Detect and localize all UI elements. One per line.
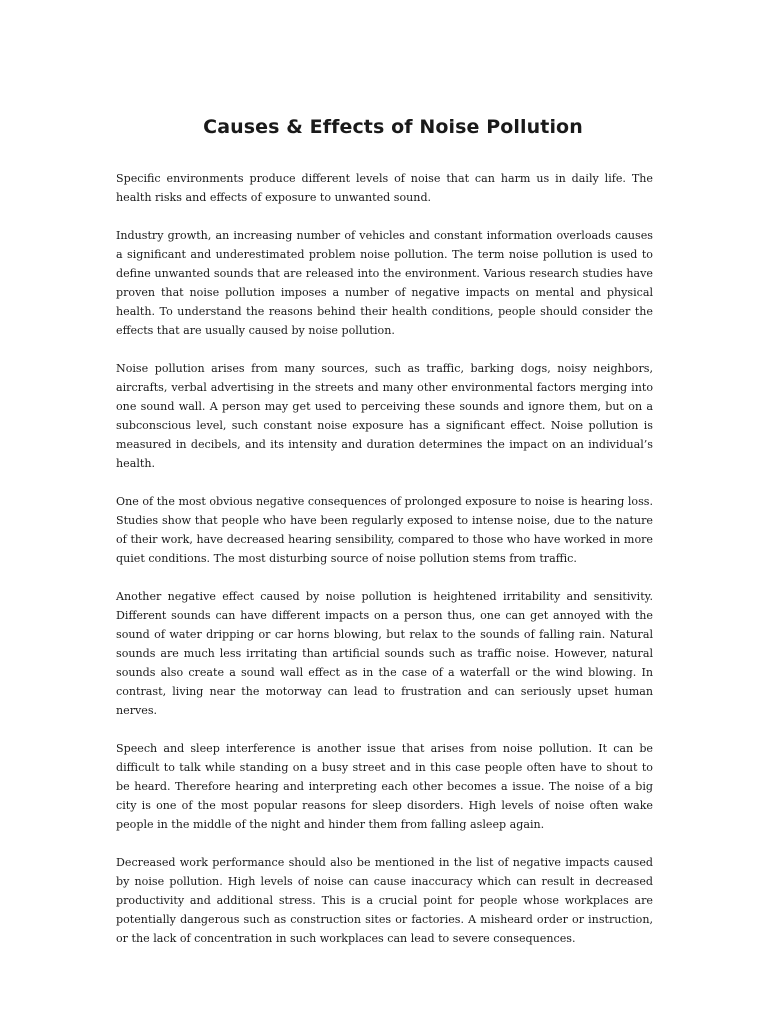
paragraph-intro: Specific environments produce different levels of noise that can harm us in daily life. The health risks and effects of exposure to unwanted sound. — [116, 172, 653, 204]
paragraph-hearing-loss: One of the most obvious negative consequences of prolonged exposure to noise is hearing loss. Studies show that people who have been regularly exposed to intense noise, due to the nature of their work, have decreased hearing sensibility, compared to those who have worked in more quiet conditions. The most disturbing source of noise pollution stems from traffic. — [116, 495, 653, 565]
paragraph-noise-sources: Noise pollution arises from many sources, such as traffic, barking dogs, noisy neighbors, aircrafts, verbal advertising in the streets and many other environmental factors merging into one sound wall. A person may get used to perceiving these sounds and ignore them, but on a subconscious level, such constant noise exposure has a significant effect. Noise pollution is measured in decibels, and its intensity and duration determines the impact on an individual’s health. — [116, 362, 653, 470]
paragraph-speech-sleep: Speech and sleep interference is another issue that arises from noise pollution. It can be difficult to talk while standing on a busy street and in this case people often have to shout to be heard. Therefore hearing and interpreting each other becomes a issue. The noise of a big city is one of the most popular reasons for sleep disorders. High levels of noise often wake people in the middle of the night and hinder them from falling asleep again. — [116, 742, 653, 831]
document-body — [116, 169, 653, 967]
paragraph-industry-growth: Industry growth, an increasing number of vehicles and constant information overloads causes a significant and underestimated problem noise pollution. The term noise pollution is used to define unwanted sounds that are released into the environment. Various research studies have proven that noise pollution imposes a number of negative impacts on mental and physical health. To understand the reasons behind their health conditions, people should consider the effects that are usually caused by noise pollution. — [116, 229, 653, 337]
paragraph-work-performance: Decreased work performance should also be mentioned in the list of negative impacts caused by noise pollution. High levels of noise can cause inaccuracy which can result in decreased productivity and additional stress. This is a crucial point for people whose workplaces are potentially dangerous such as construction sites or factories. A misheard order or instruction, or the lack of concentration in such workplaces can lead to severe consequences. — [116, 856, 653, 945]
paragraph-irritability: Another negative effect caused by noise pollution is heightened irritability and sensitivity. Different sounds can have different impacts on a person thus, one can get annoyed with the sound of water dripping or car horns blowing, but relax to the sounds of falling rain. Natural sounds are much less irritating than artificial sounds such as traffic noise. However, natural sounds also create a sound wall effect as in the case of a waterfall or the wind blowing. In contrast, living near the motorway can lead to frustration and can seriously upset human nerves. — [116, 590, 653, 717]
document-title: Causes & Effects of Noise Pollution — [203, 116, 583, 138]
